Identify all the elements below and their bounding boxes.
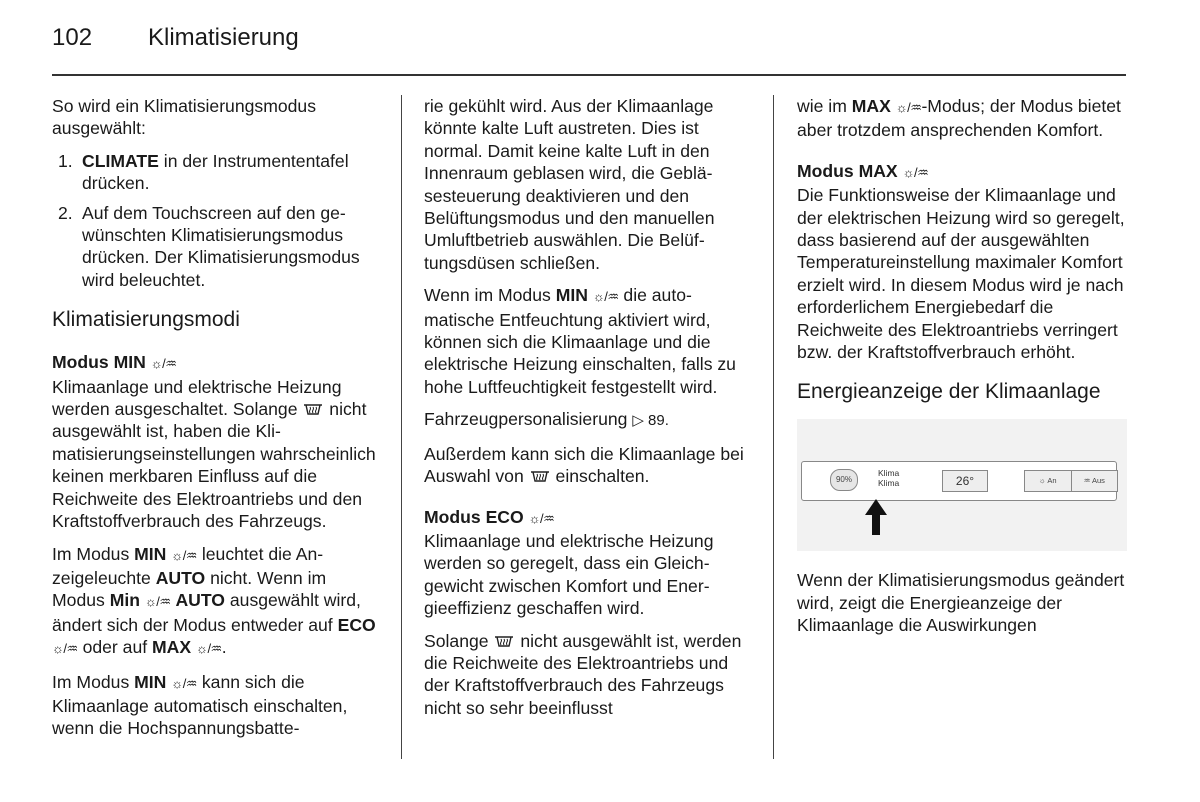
percent-gauge: 90% (830, 469, 858, 491)
column-divider (401, 95, 402, 759)
column-3 (797, 95, 1127, 647)
temperature-button[interactable]: 26° (942, 470, 988, 492)
page-number: 102 (52, 24, 93, 51)
energy-display-figure (797, 419, 1127, 551)
column-divider (773, 95, 774, 759)
paragraph: Außerdem kann sich die Klimaanlage bei Auswahl von einschalten. (424, 443, 744, 487)
paragraph: rie gekühlt wird. Aus der Klimaanlage könnte kalte Luft austreten. Dies ist normal. Damit keine kalte Luft in den Innenraum geblasen wird, die Gebläsesteuerung deaktivieren und den Belüftungsmodus und den manuellen Umluftbetrieb auswählen. Die Belüftungsdüsen schließen. (424, 96, 715, 273)
section-heading: Klimatisierungsmodi (52, 308, 240, 332)
paragraph: Solange nicht ausgewählt ist, werden die Reichweite des Elektroantriebs und der Kraftstoffverbrauch des Fahrzeugs nicht so sehr beeinflusst (424, 630, 742, 718)
rear-defrost-icon (529, 469, 551, 483)
mode-icon: ☼/♒ (150, 356, 177, 372)
paragraph: Die Funktionsweise der Klimaanlage und der elektrischen Heizung wird so geregelt, dass basierend auf der ausgewählten Temperatureinstellung maximaler Komfort erzielt wird. In diesem Modus wird je nach erforderlichem Energiebedarf die Reichweite des Elektroantriebs verringert bzw. der Kraftstoffverbrauch erhöht. (797, 185, 1125, 363)
list-item: 2. Auf dem Touchscreen auf den gewünschten Klimatisierungsmodus drücken. Der Klimatisierungsmodus wird beleuchtet. (58, 202, 360, 290)
paragraph: Wenn im Modus MIN ☼/♒ die automatische Entfeuchtung aktiviert wird, können sich die Klimaanlage und die elektrische Heizung einschalten, falls zu hohe Luftfeuchtigkeit festgestellt wird. (424, 285, 736, 397)
paragraph: wie im MAX ☼/♒-Modus; der Modus bietet aber trotzdem ansprechenden Komfort. (797, 96, 1121, 141)
rear-defrost-icon (493, 634, 515, 648)
rear-defrost-icon (302, 402, 324, 416)
intro-text: So wird ein Klimatisierungsmodus ausgewählt: (52, 96, 317, 139)
paragraph: Im Modus MIN ☼/♒ leuchtet die Anzeigeleuchte AUTO nicht. Wenn im Modus Min ☼/♒ AUTO ausgewählt wird, ändert sich der Modus entweder auf ECO ☼/♒ oder auf MAX ☼/♒. (52, 543, 376, 658)
paragraph: Fahrzeugpersonalisierung ▷ 89. (424, 409, 669, 430)
paragraph: Klimaanlage und elektrische Heizung werden ausgeschaltet. Solange nicht ausgewählt ist, haben die Klimatisierungseinstellungen wahrscheinlich keinen merkbaren Einfluss auf die Reichweite des Elektroantriebs und den Kraftstoffverbrauch des Fahrzeugs. (52, 376, 376, 532)
min-heading: Modus MIN ☼/♒ (52, 352, 177, 373)
paragraph: Klimaanlage und elektrische Heizung werden so geregelt, dass ein Gleichgewicht zwischen Komfort und Energieeffizienz geschaffen wird. (424, 530, 714, 619)
column-1 (52, 95, 382, 750)
on-button[interactable]: ☼ An (1038, 476, 1057, 486)
mode-icon: ☼/♒ (902, 164, 929, 180)
header-rule (52, 74, 1126, 76)
off-button[interactable]: ♒ Aus (1083, 476, 1105, 486)
eco-heading: Modus ECO ☼/♒ (424, 506, 555, 527)
page-title: Klimatisierung (148, 24, 299, 51)
column-2 (424, 95, 756, 729)
on-off-toggle[interactable] (1024, 470, 1118, 492)
paragraph: Im Modus MIN ☼/♒ kann sich die Klimaanlage automatisch einschalten, wenn die Hochspannungsbatte- (52, 671, 348, 739)
page-header (52, 24, 299, 60)
max-heading: Modus MAX ☼/♒ (797, 160, 929, 181)
climate-energy-display (801, 461, 1117, 501)
mode-icon: ☼/♒ (528, 510, 555, 526)
section-heading: Energieanzeige der Klimaanlage (797, 380, 1101, 404)
page-reference[interactable]: ▷ 89. (632, 412, 669, 430)
arrow-up-icon (865, 499, 887, 535)
klima-labels: Klima Klima (878, 468, 900, 489)
list-item: 1. CLIMATE in der Instrumententafel drücken. (58, 150, 349, 194)
paragraph: Wenn der Klimatisierungsmodus geändert wird, zeigt die Energieanzeige der Klimaanlage die Auswirkungen (797, 570, 1125, 636)
steps-list (52, 150, 382, 291)
